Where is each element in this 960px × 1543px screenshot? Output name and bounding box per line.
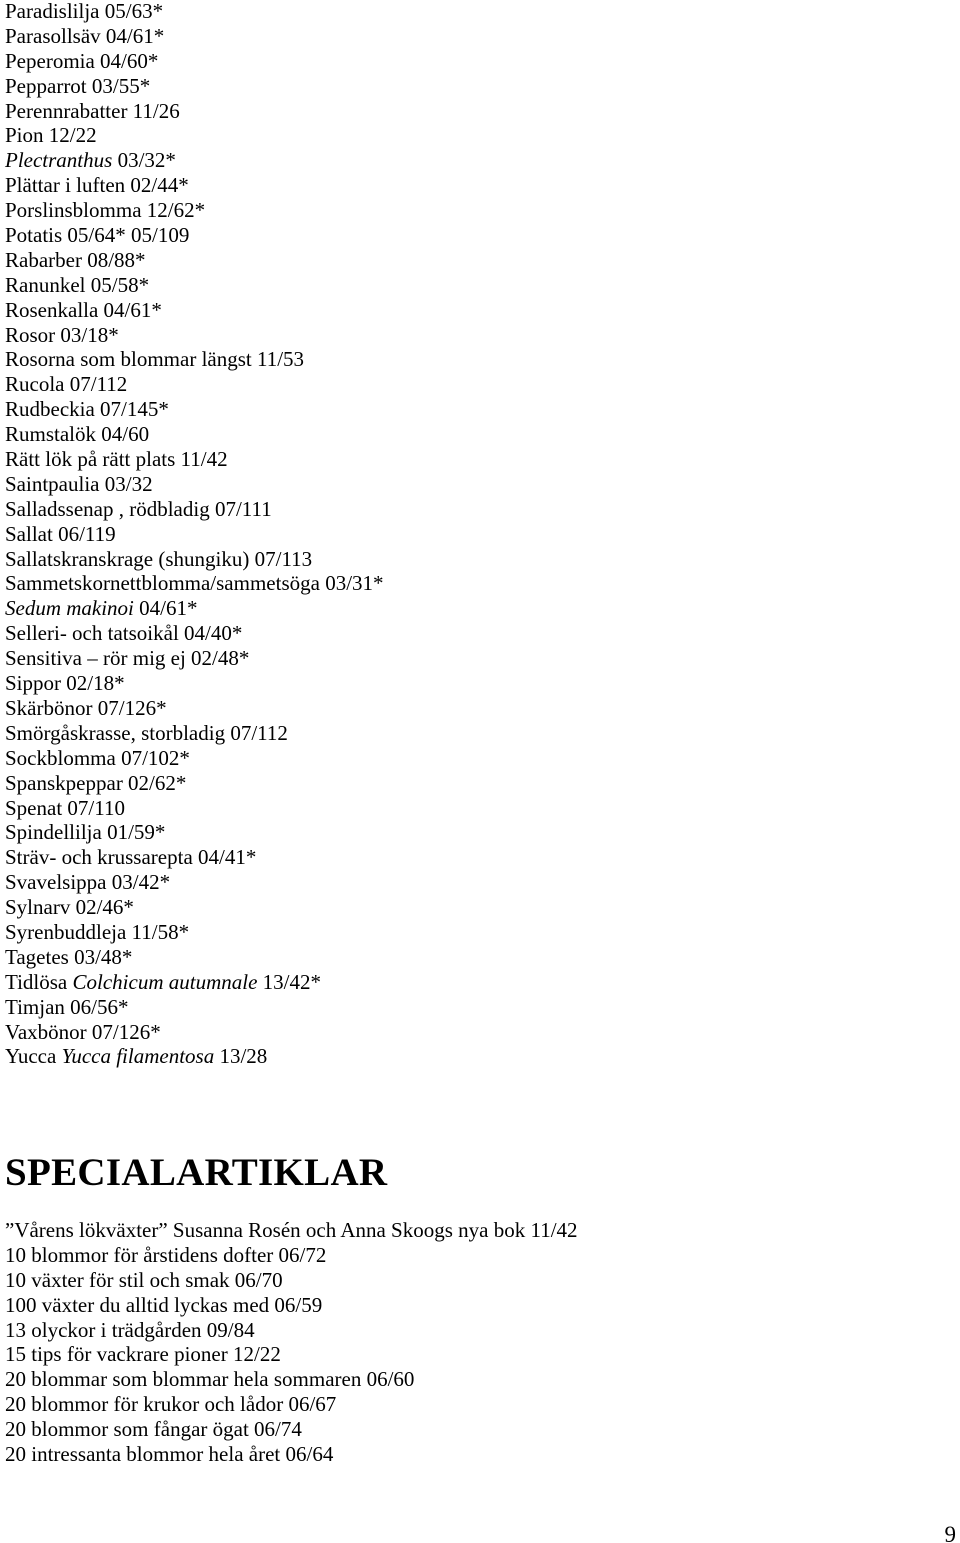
index-entry: Tagetes 03/48* (5, 944, 133, 969)
special-articles-list (5, 1218, 578, 1467)
index-entry: Spenat 07/110 (5, 795, 125, 820)
index-entry: Pion 12/22 (5, 123, 97, 148)
index-entry: Sallat 06/119 (5, 521, 116, 546)
special-article-entry: ”Vårens lökväxter” Susanna Rosén och Anna Skoogs nya bok 11/42 (5, 1218, 578, 1242)
index-entry: Plättar i luften 02/44* (5, 173, 189, 198)
entry-text: 13/42* (257, 969, 321, 994)
special-article-entry: 20 blommor som fångar ögat 06/74 (5, 1417, 302, 1442)
index-entry: Sammetskornettblomma/sammetsöga 03/31* (5, 571, 384, 596)
special-article-entry: 20 blommor för krukor och lådor 06/67 (5, 1392, 337, 1417)
entry-text: Tidlösa (5, 969, 73, 994)
index-entry: Sylnarv 02/46* (5, 895, 134, 920)
special-article-entry: 15 tips för vackrare pioner 12/22 (5, 1342, 281, 1367)
index-entry: Spanskpeppar 02/62* (5, 770, 187, 795)
index-entry: Sallatskranskrage (shungiku) 07/113 (5, 546, 313, 571)
index-entry: Perennrabatter 11/26 (5, 98, 180, 123)
index-entry: Ranunkel 05/58* (5, 272, 150, 297)
index-entry: Rosor 03/18* (5, 322, 119, 347)
index-entry: Sensitiva – rör mig ej 02/48* (5, 646, 250, 671)
index-entry: Pepparrot 03/55* (5, 73, 151, 98)
index-entry (5, 1044, 384, 1069)
index-entry: Rumstalök 04/60 (5, 422, 150, 447)
index-entry: Saintpaulia 03/32 (5, 471, 153, 496)
index-entry-list (5, 0, 384, 1069)
index-entry: Syrenbuddleja 11/58* (5, 919, 190, 944)
special-article-entry: 20 intressanta blommor hela året 06/64 (5, 1442, 334, 1467)
page-number: 9 (944, 1522, 956, 1543)
index-entry: Svavelsippa 03/42* (5, 870, 171, 895)
latin-name: Sedum makinoi (5, 596, 134, 621)
special-article-entry: 100 växter du alltid lyckas med 06/59 (5, 1292, 323, 1317)
index-entry: Potatis 05/64* 05/109 (5, 223, 190, 248)
entry-text: 04/61* (133, 596, 198, 621)
index-entry: Rucola 07/112 (5, 372, 128, 397)
index-entry: Sträv- och krussarepta 04/41* (5, 845, 257, 870)
index-entry: Spindellilja 01/59* (5, 820, 166, 845)
index-entry: Skärbönor 07/126* (5, 695, 167, 720)
index-entry: Porslinsblomma 12/62* (5, 198, 206, 223)
index-entry: Paradislilja 05/63* (5, 0, 164, 23)
index-entry: Peperomia 04/60* (5, 48, 159, 73)
entry-text: Yucca (5, 1044, 62, 1069)
index-entry: Sockblomma 07/102* (5, 745, 190, 770)
index-entry: Vaxbönor 07/126* (5, 1019, 161, 1044)
latin-name: Plectranthus (5, 148, 113, 173)
index-entry: Rätt lök på rätt plats 11/42 (5, 447, 228, 472)
special-article-entry: 20 blommar som blommar hela sommaren 06/60 (5, 1367, 415, 1392)
index-entry: Smörgåskrasse, storbladig 07/112 (5, 720, 288, 745)
index-entry: Rudbeckia 07/145* (5, 397, 169, 422)
index-entry: Sippor 02/18* (5, 671, 125, 696)
latin-name: Colchicum autumnale (72, 969, 258, 994)
index-entry (5, 596, 384, 621)
index-entry: Rosenkalla 04/61* (5, 297, 162, 322)
latin-name: Yucca filamentosa (61, 1044, 215, 1069)
index-entry: Parasollsäv 04/61* (5, 23, 165, 48)
index-entry: Salladssenap , rödbladig 07/111 (5, 496, 272, 521)
index-entry: Rosorna som blommar längst 11/53 (5, 347, 305, 372)
entry-text: 03/32* (112, 148, 176, 173)
special-article-entry: 13 olyckor i trädgården 09/84 (5, 1317, 255, 1342)
index-entry: Selleri- och tatsoikål 04/40* (5, 621, 243, 646)
special-article-entry: 10 blommor för årstidens dofter 06/72 (5, 1242, 327, 1267)
index-entry: Timjan 06/56* (5, 994, 129, 1019)
index-entry: Rabarber 08/88* (5, 247, 146, 272)
entry-text: 13/28 (214, 1044, 268, 1069)
index-entry (5, 970, 384, 995)
special-article-entry: 10 växter för stil och smak 06/70 (5, 1267, 283, 1292)
index-entry (5, 148, 384, 173)
section-heading: SPECIALARTIKLAR (5, 1151, 388, 1194)
